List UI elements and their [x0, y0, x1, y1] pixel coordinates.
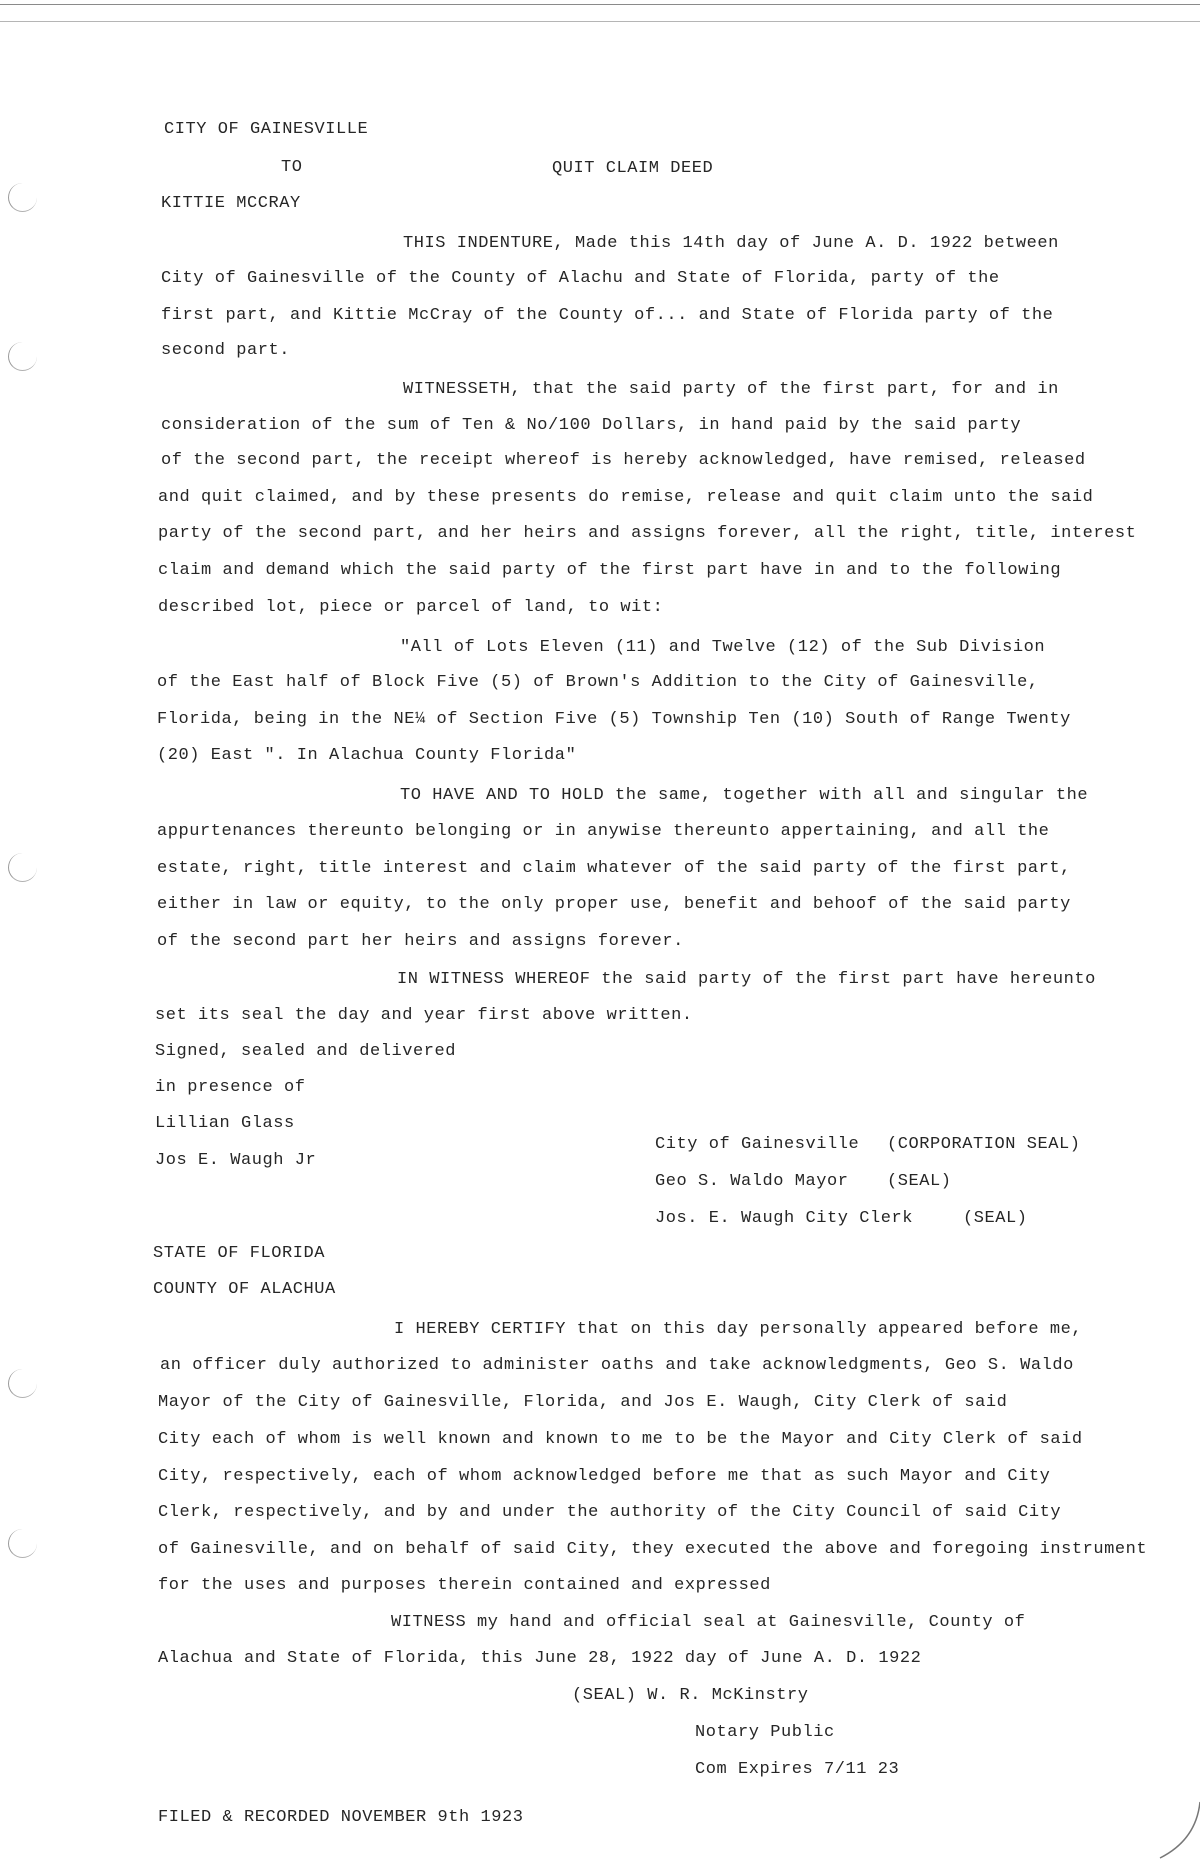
testimonium-line: set its seal the day and year first above written.: [155, 1006, 693, 1025]
indenture-line: second part.: [161, 341, 291, 360]
habendum-line: of the second part her heirs and assigns forever.: [157, 932, 684, 951]
page-curl-mark: [1140, 1800, 1200, 1860]
habendum-line: either in law or equity, to the only proper use, benefit and behoof of the said party: [157, 895, 1071, 914]
grantor-heading: CITY OF GAINESVILLE: [164, 120, 369, 139]
property-description-line: of the East half of Block Five (5) of Brown's Addition to the City of Gainesville,: [157, 673, 1039, 692]
signatory-seal: (CORPORATION SEAL): [887, 1135, 1081, 1154]
witness-name: Jos E. Waugh Jr: [155, 1151, 317, 1170]
witnesseth-line: consideration of the sum of Ten & No/100 Dollars, in hand paid by the said party: [161, 416, 1022, 435]
grantee-heading: KITTIE MCCRAY: [161, 194, 301, 213]
indenture-line: first part, and Kittie McCray of the County of... and State of Florida party of the: [161, 306, 1054, 325]
punch-hole-mark: [8, 1369, 37, 1398]
certificate-line: an officer duly authorized to administer oaths and take acknowledgments, Geo S. Waldo: [160, 1356, 1074, 1375]
habendum-line: TO HAVE AND TO HOLD the same, together with all and singular the: [400, 786, 1089, 805]
signatory-seal: (SEAL): [887, 1172, 952, 1191]
witnesseth-line: described lot, piece or parcel of land, to wit:: [158, 598, 664, 617]
venue-county: COUNTY OF ALACHUA: [153, 1280, 336, 1299]
attestation-line: Signed, sealed and delivered: [155, 1042, 457, 1061]
attestation-line: in presence of: [155, 1078, 306, 1097]
witnesseth-line: WITNESSETH, that the said party of the first part, for and in: [403, 380, 1059, 399]
certificate-line: Mayor of the City of Gainesville, Florida, and Jos E. Waugh, City Clerk of said: [158, 1393, 1008, 1412]
filing-stamp: FILED & RECORDED NOVEMBER 9th 1923: [158, 1808, 524, 1827]
witness-seal-line: Alachua and State of Florida, this June 28, 1922 day of June A. D. 1922: [158, 1649, 922, 1668]
top-edge-line: [0, 21, 1200, 22]
habendum-line: appurtenances thereunto belonging or in anywise thereunto appertaining, and all the: [157, 822, 1050, 841]
certificate-line: City, respectively, each of whom acknowledged before me that as such Mayor and City: [158, 1467, 1051, 1486]
witnesseth-line: of the second part, the receipt whereof is hereby acknowledged, have remised, released: [161, 451, 1086, 470]
notary-signature: (SEAL) W. R. McKinstry: [572, 1686, 809, 1705]
signatory-name: City of Gainesville: [655, 1135, 860, 1154]
signatory-seal: (SEAL): [963, 1209, 1028, 1228]
indenture-line: THIS INDENTURE, Made this 14th day of June A. D. 1922 between: [403, 234, 1059, 253]
punch-hole-mark: [8, 342, 37, 371]
habendum-line: estate, right, title interest and claim whatever of the said party of the first part,: [157, 859, 1071, 878]
signatory-name: Geo S. Waldo Mayor: [655, 1172, 849, 1191]
witnesseth-line: and quit claimed, and by these presents do remise, release and quit claim unto the said: [158, 488, 1094, 507]
notary-title: Notary Public: [695, 1723, 835, 1742]
indenture-line: City of Gainesville of the County of Alachu and State of Florida, party of the: [161, 269, 1000, 288]
certificate-line: Clerk, respectively, and by and under the authority of the City Council of said City: [158, 1503, 1062, 1522]
top-edge-line: [0, 4, 1200, 5]
certificate-line: of Gainesville, and on behalf of said City, they executed the above and foregoing instrument: [158, 1540, 1148, 1559]
punch-hole-mark: [8, 1529, 37, 1558]
property-description-line: "All of Lots Eleven (11) and Twelve (12) of the Sub Division: [400, 638, 1046, 657]
punch-hole-mark: [8, 183, 37, 212]
signatory-name: Jos. E. Waugh City Clerk: [655, 1209, 914, 1228]
to-heading: TO: [281, 158, 303, 177]
witnesseth-line: claim and demand which the said party of the first part have in and to the following: [158, 561, 1062, 580]
document-title: QUIT CLAIM DEED: [552, 159, 714, 178]
certificate-line: City each of whom is well known and known to me to be the Mayor and City Clerk of said: [158, 1430, 1083, 1449]
property-description-line: (20) East ". In Alachua County Florida": [157, 746, 577, 765]
punch-hole-mark: [8, 853, 37, 882]
certificate-line: I HEREBY CERTIFY that on this day personally appeared before me,: [394, 1320, 1083, 1339]
witnesseth-line: party of the second part, and her heirs and assigns forever, all the right, title, interest: [158, 524, 1137, 543]
witness-name: Lillian Glass: [155, 1114, 295, 1133]
property-description-line: Florida, being in the NE¼ of Section Five (5) Township Ten (10) South of Range Twenty: [157, 710, 1071, 729]
certificate-line: for the uses and purposes therein contained and expressed: [158, 1576, 771, 1595]
testimonium-line: IN WITNESS WHEREOF the said party of the first part have hereunto: [397, 970, 1096, 989]
venue-state: STATE OF FLORIDA: [153, 1244, 326, 1263]
notary-commission: Com Expires 7/11 23: [695, 1760, 900, 1779]
witness-seal-line: WITNESS my hand and official seal at Gainesville, County of: [391, 1613, 1026, 1632]
